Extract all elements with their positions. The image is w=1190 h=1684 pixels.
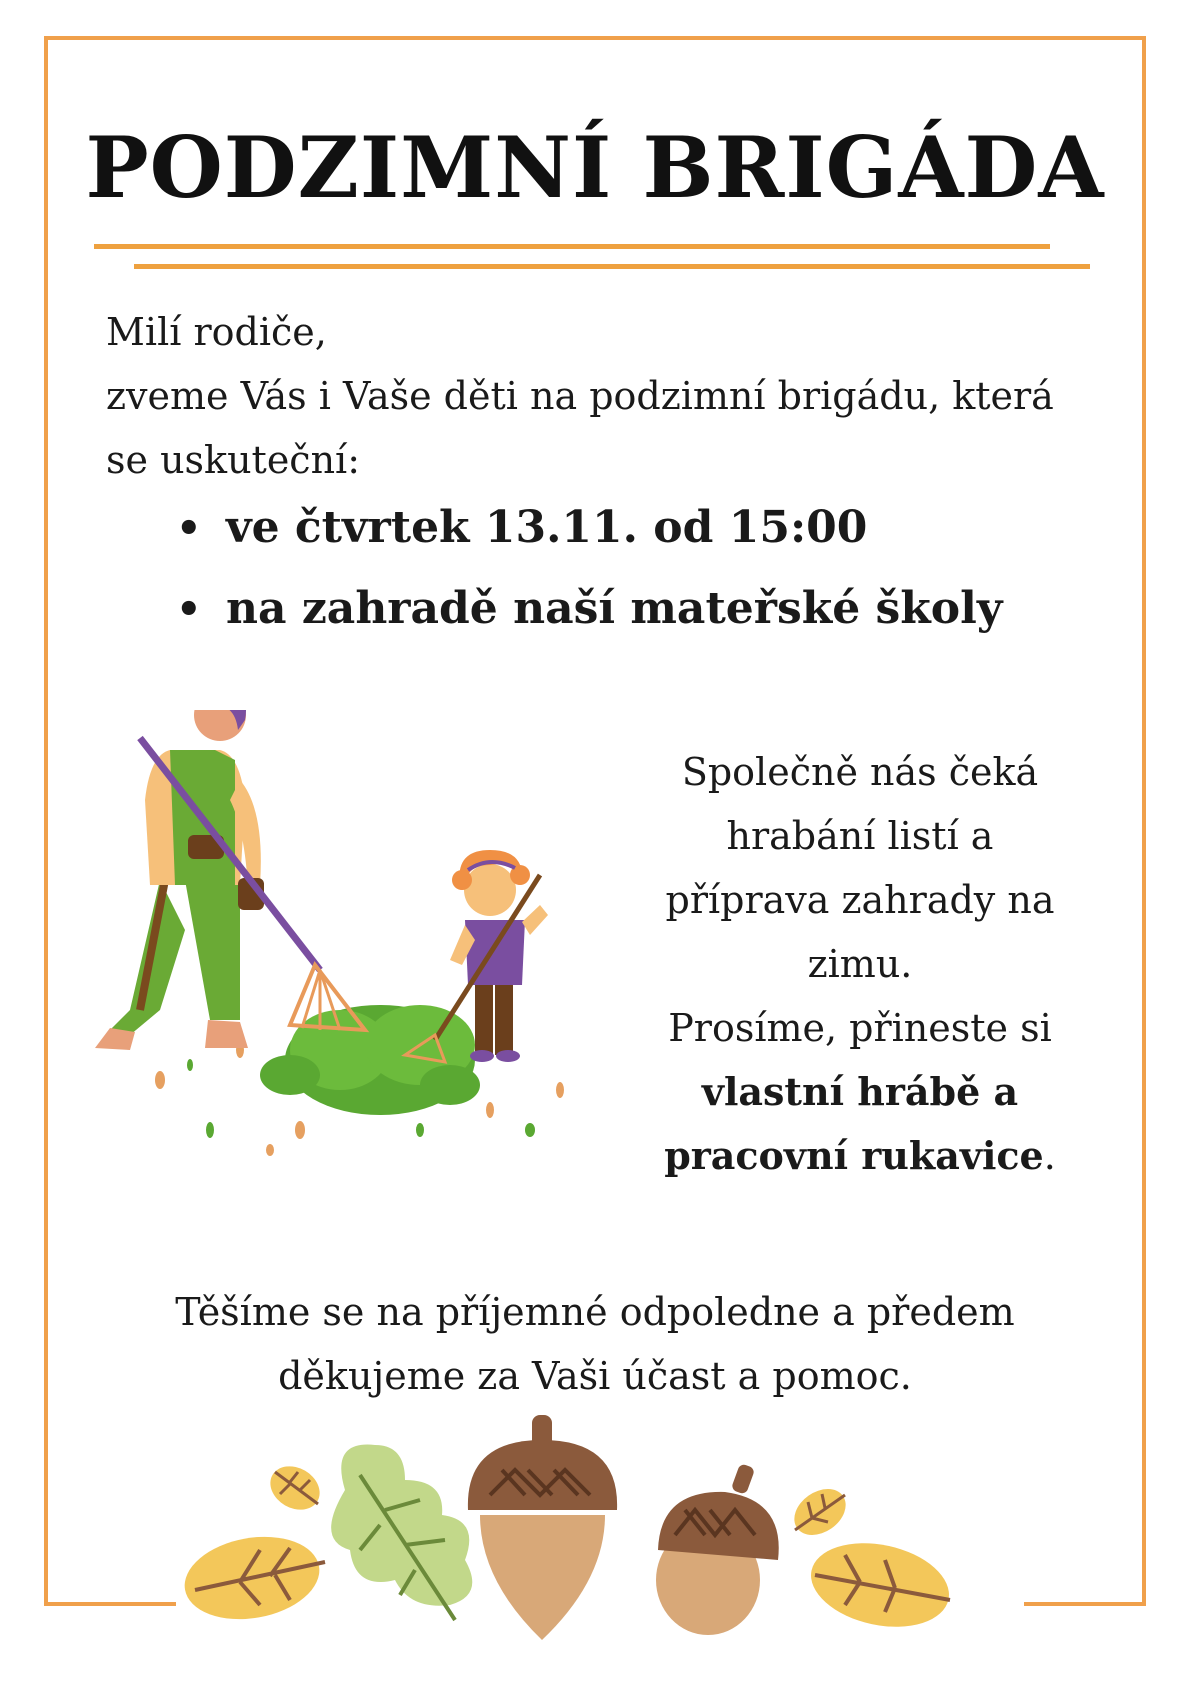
- activity-line-3: příprava zahrady na: [665, 878, 1055, 922]
- intro-text: [106, 300, 1136, 492]
- closing-line-2: děkujeme za Vaši účast a pomoc.: [278, 1354, 912, 1398]
- greeting: Milí rodiče,: [106, 310, 327, 354]
- activity-line-5: Prosíme, přineste si: [668, 1006, 1052, 1050]
- small-acorn-icon: [656, 1463, 779, 1635]
- small-leaf-icon: [262, 1458, 327, 1519]
- oak-leaf-icon: [331, 1445, 472, 1620]
- event-place-item: • na zahradě naší mateřské školy: [176, 569, 1002, 650]
- yellow-right-leaf-icon: [803, 1531, 957, 1638]
- closing-text: [0, 1280, 1190, 1408]
- activity-line-1: Společně nás čeká: [681, 750, 1039, 794]
- activity-line-2: hrabání listí a: [726, 814, 994, 858]
- intro-line-1: zveme Vás i Vaše děti na podzimní brigádu, která: [106, 374, 1054, 418]
- intro-line-2: se uskuteční:: [106, 438, 361, 482]
- activity-description: [650, 740, 1070, 1188]
- event-date-item: • ve čtvrtek 13.11. od 15:00: [176, 488, 1002, 569]
- bring-rake-text: vlastní hrábě a: [701, 1069, 1019, 1114]
- title-underline-top: [94, 244, 1050, 249]
- adult-gardener: [95, 710, 272, 1050]
- closing-line-1: Těšíme se na příjemné odpoledne a předem: [175, 1290, 1015, 1334]
- event-details-list: [176, 488, 1002, 650]
- small-right-leaf-icon: [786, 1480, 855, 1545]
- gloves-period: .: [1043, 1134, 1056, 1178]
- page-title: PODZIMNÍ BRIGÁDA: [85, 118, 1105, 217]
- title-underline-bottom: [134, 264, 1090, 269]
- frame-bottom-right: [1024, 1602, 1146, 1606]
- yellow-leaf-icon: [180, 1527, 326, 1629]
- autumn-decoration: [180, 1400, 1030, 1660]
- large-acorn-icon: [468, 1415, 617, 1640]
- raking-family-illustration: [90, 710, 630, 1220]
- activity-line-4: zimu.: [807, 942, 913, 986]
- frame-bottom-left: [44, 1602, 176, 1606]
- bring-gloves-text: pracovní rukavice: [664, 1133, 1044, 1178]
